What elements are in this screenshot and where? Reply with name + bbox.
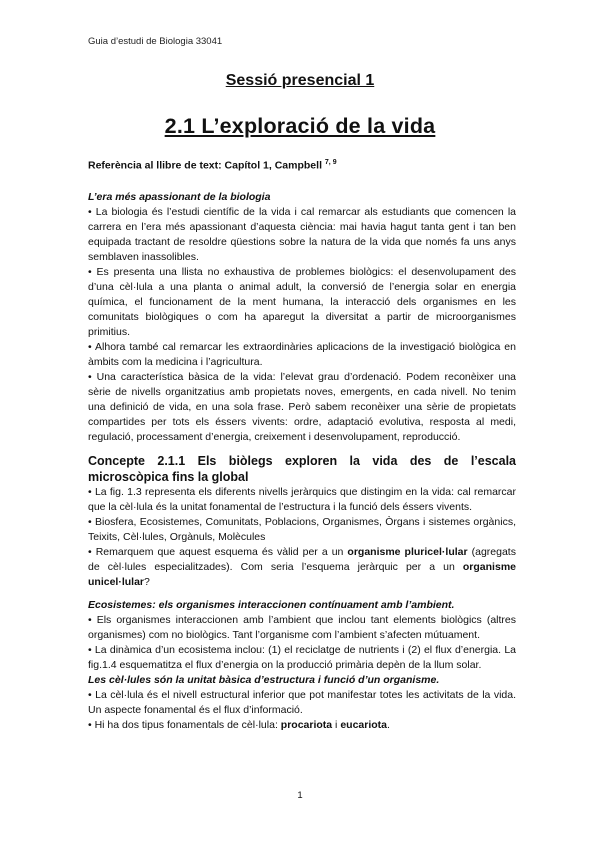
bullet-paragraph: • Biosfera, Ecosistemes, Comunitats, Poblacions, Organismes, Òrgans i sistemes orgànics, Teixits, Cèl·lules, Orgànuls, Molècules [88, 515, 516, 543]
main-title: 2.1 L’exploració de la vida [164, 114, 436, 138]
reference-superscript: 7, 9 [324, 159, 337, 166]
text-run: ? [144, 575, 150, 588]
section-heading-era: L’era més apassionant de la biologia [88, 190, 271, 203]
bullet-paragraph: • Alhora també cal remarcar les extraordinàries aplicacions de la investigació biològica en àmbits com la medicina i l’agricultura. [88, 340, 516, 368]
spacer [88, 590, 516, 598]
bullet-paragraph: • Una característica bàsica de la vida: l’elevat grau d’ordenació. Podem reconèixer una sèrie de nivells organitzatius amb propietats noves, emergents, en cada nivell. No tenim una definició de vida, en una sola frase. Però sabem reconèixer una sèrie de propietats compartides per tots els éssers vivents: ordre, adaptació evolutiva, resposta al medi, regulació, processament d’energia, creixement i desenvolupament, reproducció. [88, 370, 516, 443]
text-run: • Remarquem que aquest esquema és vàlid per a un [88, 545, 348, 558]
bullet-paragraph: • La cèl·lula és el nivell estructural inferior que pot manifestar totes les activitats de la vida. Un aspecte fonamental és el flux d’informació. [88, 688, 516, 716]
section-heading-cells: Les cèl·lules són la unitat bàsica d’estructura i funció d’un organisme. [88, 673, 440, 686]
bullet-paragraph [88, 718, 516, 733]
bullet-paragraph [88, 545, 516, 590]
text-run: • Hi ha dos tipus fonamentals de cèl·lula: [88, 718, 281, 731]
bold-term: organisme pluricel·lular [347, 545, 468, 558]
bullet-paragraph: • La fig. 1.3 representa els diferents nivells jeràrquics que distingim en la vida: cal remarcar que la cèl·lula és la unitat fonamental de l’estructura i la funció dels éssers vivents. [88, 485, 516, 513]
text-run: (agregats de cèl·lules especialitzades). Com seria l’esquema jeràrquic per a un [88, 545, 516, 573]
text-run: i [332, 718, 341, 731]
bullet-paragraph: • Es presenta una llista no exhaustiva de problemes biològics: el desenvolupament des d’una cèl·lula a una planta o animal adult, la conversió de l’energia solar en energia química, el funcionament de la ment humana, la interacció dels organismes en les comunitats biològiques o com ha aparegut la diversitat a partir de microorganismes primitius. [88, 265, 516, 338]
bold-term: organisme unicel·lular [88, 560, 516, 588]
text-run: . [387, 718, 390, 731]
section-heading-ecosystems: Ecosistemes: els organismes interaccionen contínuament amb l’ambient. [88, 598, 455, 611]
running-header: Guia d’estudi de Biologia 33041 [88, 36, 223, 47]
bullet-paragraph: • La biologia és l’estudi científic de la vida i cal remarcar als estudiants que comencen la carrera en l’era més apassionant d’aquesta ciència: mai havia hagut tanta gent i tan ben equipada tractant de resoldre qüestions sobre la natura de la vida que només fa uns anys semblaven inassolibles. [88, 205, 516, 263]
textbook-reference [88, 155, 516, 174]
reference-text: Referència al llibre de text: Capítol 1, Campbell [88, 159, 322, 172]
page-number: 1 [297, 790, 303, 801]
bold-term: procariota [280, 718, 333, 731]
bullet-paragraph: • La dinàmica d’un ecosistema inclou: (1) el reciclatge de nutrients i (2) el flux d’energia. La fig.1.4 esquematitza el flux d’energia on la producció primària depèn de la llum solar. [88, 643, 516, 671]
bullet-paragraph: • Els organismes interaccionen amb l’ambient que inclou tant elements biològics (altres organismes) com no biològics. Tant l’organisme com l’ambient s’afecten mútuament. [88, 613, 516, 641]
concept-heading: Concepte 2.1.1 Els biòlegs exploren la vida des de l’escala microscòpica fins la global [88, 453, 516, 484]
document-body [88, 155, 516, 733]
bold-term: eucariota [340, 718, 387, 731]
session-title: Sessió presencial 1 [225, 72, 375, 89]
